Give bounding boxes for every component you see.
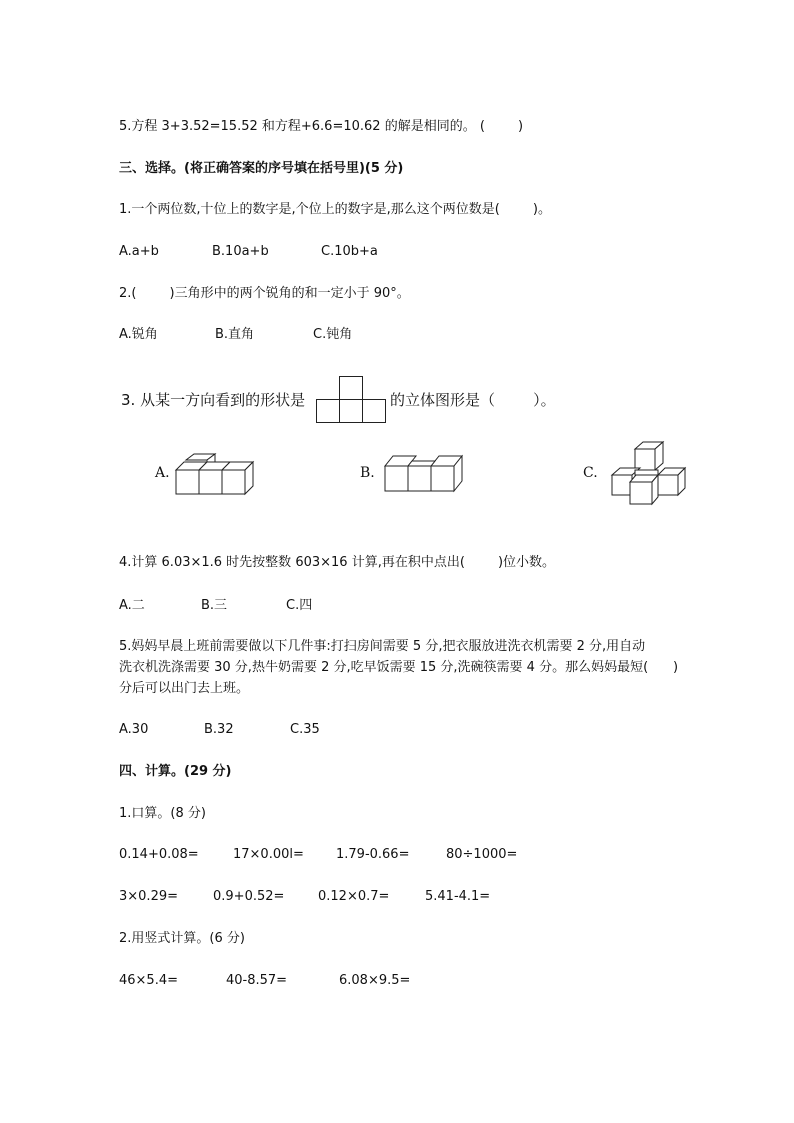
q3-text-after: 的立体图形是（ ）。 — [390, 391, 556, 409]
section-3-title: 三、选择。(将正确答案的序号填在括号里)(5 分) — [119, 161, 404, 176]
mental-math-item: 3×0.29= — [119, 889, 179, 904]
q2-text: 2.( )三角形中的两个锐角的和一定小于 90°。 — [119, 286, 410, 301]
mental-math-item: 0.14+0.08= — [119, 847, 199, 862]
q5-option-a: A.30 — [119, 722, 149, 737]
previous-item-5: 5.方程 3+3.52=15.52 和方程+6.6=10.62 的解是相同的。 ( ) — [119, 119, 524, 134]
q2-option-a: A.锐角 — [119, 327, 158, 342]
section-4-title: 四、计算。(29 分) — [119, 764, 232, 779]
q4-option-b: B.三 — [201, 598, 228, 613]
q3-view-shape-figure — [314, 375, 388, 427]
vertical-calc-item: 40-8.57= — [226, 973, 288, 988]
q5-line-1: 5.妈妈早晨上班前需要做以下几件事:打扫房间需要 5 分,把衣服放进洗衣机需要 2 分,用自动 — [119, 639, 646, 654]
q1-option-a: A.a+b — [119, 244, 159, 259]
q4-option-a: A.二 — [119, 598, 145, 613]
q3-option-b-cubes — [381, 450, 473, 496]
q1-option-c: C.10b+a — [321, 244, 378, 259]
q4-option-c: C.四 — [286, 598, 313, 613]
vertical-calc-title: 2.用竖式计算。(6 分) — [119, 931, 245, 946]
q5-line-2: 洗衣机洗涤需要 30 分,热牛奶需要 2 分,吃早饭需要 15 分,洗碗筷需要 4 分。那么妈妈最短( ) — [119, 660, 679, 675]
vertical-calc-item: 46×5.4= — [119, 973, 179, 988]
q3-text-before: 3. 从某一方向看到的形状是 — [121, 391, 306, 409]
mental-math-item: 1.79-0.66= — [336, 847, 410, 862]
q3-option-c-label: C. — [583, 465, 598, 481]
mental-math-item: 17×0.00l= — [233, 847, 304, 862]
mental-math-item: 80÷1000= — [446, 847, 518, 862]
q3-option-a-label: A. — [155, 465, 170, 481]
q5-line-3: 分后可以出门去上班。 — [119, 681, 250, 696]
q2-option-c: C.钝角 — [313, 327, 353, 342]
mental-math-item: 5.41-4.1= — [425, 889, 491, 904]
q5-option-b: B.32 — [204, 722, 234, 737]
q4-text: 4.计算 6.03×1.6 时先按整数 603×16 计算,再在积中点出( )位小数。 — [119, 555, 556, 570]
q1-option-b: B.10a+b — [212, 244, 269, 259]
q2-option-b: B.直角 — [215, 327, 255, 342]
mental-math-item: 0.12×0.7= — [318, 889, 390, 904]
q3-option-b-label: B. — [360, 465, 375, 481]
mental-math-item: 0.9+0.52= — [213, 889, 285, 904]
q5-option-c: C.35 — [290, 722, 320, 737]
mental-math-title: 1.口算。(8 分) — [119, 806, 206, 821]
vertical-calc-item: 6.08×9.5= — [339, 973, 411, 988]
q3-option-a-cubes — [172, 450, 262, 498]
q3-option-c-cubes — [604, 438, 694, 508]
q1-text: 1.一个两位数,十位上的数字是,个位上的数字是,那么这个两位数是( )。 — [119, 202, 552, 217]
